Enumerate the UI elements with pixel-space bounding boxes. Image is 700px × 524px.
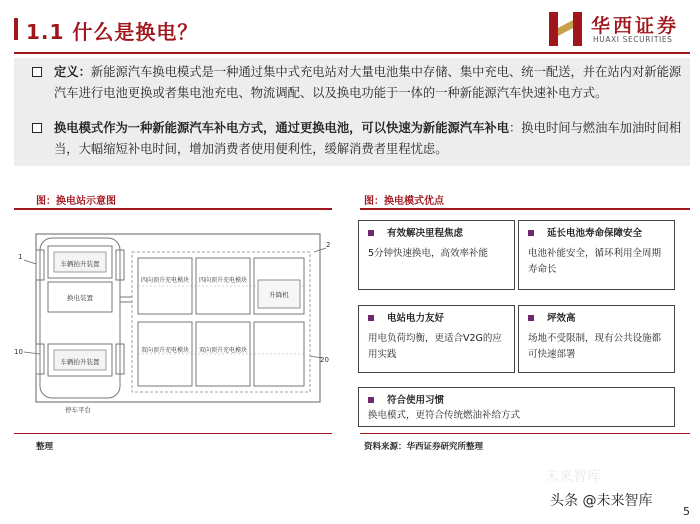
diagram-label-elevator: 升降机 [269, 291, 289, 299]
definition-text: 新能源汽车换电模式是一种通过集中式充电站对大量电池集中存储、集中充电、统一配送，并在站内对新能源汽车进行电池更换或者集电池充电、物流调配、以及换电功能于一体的一种新能源汽车快速补电方式。 [54, 65, 682, 100]
page-number: 5 [683, 505, 690, 518]
right-panel-note: 资料来源：华西证券研究所整理 [364, 442, 484, 452]
diagram-label-charger-3: 双向顶升充电模块 [140, 347, 190, 354]
swap-station-diagram [14, 212, 332, 430]
watermark: 未来智库 [545, 469, 601, 485]
definition-label: 换电模式作为一种新能源汽车补电方式，通过更换电池，可以快速为新能源汽车补电 [54, 121, 509, 135]
logo-text-en: HUAXI SECURITIES [593, 35, 673, 44]
right-panel-bottom-line [360, 433, 690, 434]
square-bullet-icon [368, 230, 374, 236]
diagram-label-lift-bottom: 车辆抬升装置 [60, 358, 100, 366]
diagram-num-1: 1 [18, 253, 23, 261]
diagram-label-platform: 停车平台 [65, 406, 91, 414]
advantage-card [358, 220, 515, 290]
advantage-text: 用电负荷均衡，更适合V2G的应用实践 [368, 333, 502, 360]
definition-label: 定义： [54, 65, 91, 79]
square-bullet-icon [368, 397, 374, 403]
advantage-card [358, 387, 675, 427]
right-panel-title: 图：换电模式优点 [364, 196, 444, 207]
left-panel-divider [14, 208, 332, 210]
advantage-card [358, 305, 515, 373]
square-bullet-icon [528, 230, 534, 236]
advantage-text: 5分钟快速换电，高效率补能 [368, 248, 489, 259]
diagram-num-20: 20 [320, 356, 329, 364]
diagram-num-2: 2 [326, 241, 331, 249]
square-bullet-icon [32, 67, 42, 77]
advantage-title: 延长电池寿命保障安全 [547, 228, 643, 239]
title-accent [14, 18, 18, 40]
advantage-card [518, 305, 675, 373]
definition-item [32, 118, 682, 160]
advantage-title: 符合使用习惯 [387, 395, 445, 406]
advantage-text: 场地不受限制，现有公共设施都可快速部署 [528, 333, 662, 360]
diagram-svg [14, 212, 332, 430]
diagram-label-lift-top: 车辆抬升装置 [60, 260, 100, 268]
left-panel-title: 图：换电站示意图 [36, 196, 116, 207]
advantage-title: 电站电力友好 [387, 313, 445, 324]
header-divider [14, 52, 690, 54]
page-title: 1.1 什么是换电？ [26, 20, 199, 44]
definition-text: ：换电时间与燃油车加油时间相当，大幅缩短补电时间，增加消费者使用便利性，缓解消费者里程忧虑。 [54, 121, 682, 156]
definition-item [32, 62, 682, 104]
left-panel-bottom-line [14, 433, 332, 434]
source-watermark: 头条 @未来智库 [550, 493, 653, 509]
diagram-label-charger-4: 双向顶升充电模块 [198, 347, 248, 354]
diagram-label-swap-device: 换电装置 [67, 294, 93, 302]
square-bullet-icon [368, 315, 374, 321]
diagram-label-charger-1: 四向顶升充电模块 [140, 277, 190, 284]
diagram-num-10: 10 [14, 348, 23, 356]
logo-mark-icon [547, 10, 585, 48]
left-panel-note: 整理 [36, 442, 54, 452]
advantage-card [518, 220, 675, 290]
right-panel-divider [360, 208, 690, 210]
logo-text-cn: 华西证券 [591, 15, 680, 37]
advantage-title: 坪效高 [547, 313, 576, 324]
advantage-text: 电池补能安全，循环利用全周期寿命长 [528, 248, 662, 275]
advantage-title: 有效解决里程焦虑 [387, 228, 464, 239]
square-bullet-icon [528, 315, 534, 321]
square-bullet-icon [32, 123, 42, 133]
advantage-text: 换电模式，更符合传统燃油补给方式 [368, 410, 521, 421]
diagram-label-charger-2: 四向顶升充电模块 [198, 277, 248, 284]
company-logo [547, 10, 692, 50]
definition-box [14, 58, 690, 166]
